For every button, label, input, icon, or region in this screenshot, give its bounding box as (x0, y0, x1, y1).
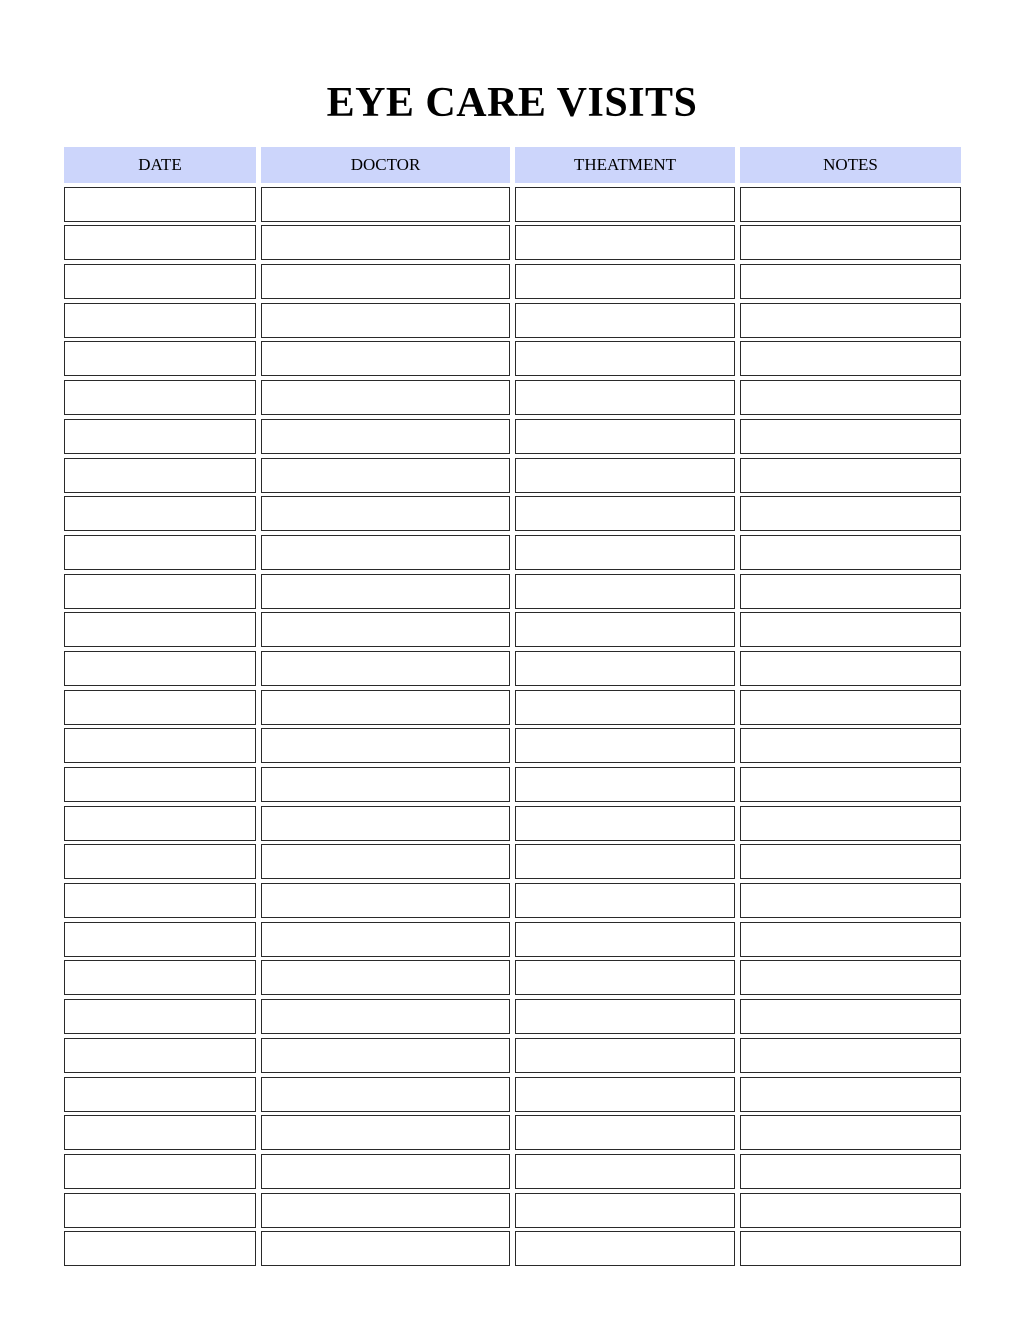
date-cell[interactable] (64, 341, 256, 376)
treatment-cell[interactable] (515, 187, 735, 222)
doctor-cell[interactable] (261, 651, 510, 686)
treatment-cell[interactable] (515, 341, 735, 376)
treatment-cell[interactable] (515, 1077, 735, 1112)
date-cell[interactable] (64, 419, 256, 454)
table-row (64, 883, 961, 918)
notes-cell[interactable] (740, 535, 961, 570)
column-header-treatment: THEATMENT (515, 147, 735, 183)
doctor-cell[interactable] (261, 883, 510, 918)
page-title: EYE CARE VISITS (326, 80, 698, 126)
notes-cell[interactable] (740, 574, 961, 609)
visits-table (64, 147, 961, 1270)
table-row (64, 380, 961, 415)
doctor-cell[interactable] (261, 1038, 510, 1073)
table-row (64, 341, 961, 376)
date-cell[interactable] (64, 922, 256, 957)
treatment-cell[interactable] (515, 767, 735, 802)
notes-cell[interactable] (740, 612, 961, 647)
table-row (64, 728, 961, 763)
date-cell[interactable] (64, 690, 256, 725)
table-row (64, 458, 961, 493)
date-cell[interactable] (64, 574, 256, 609)
notes-cell[interactable] (740, 225, 961, 260)
treatment-cell[interactable] (515, 1231, 735, 1266)
doctor-cell[interactable] (261, 690, 510, 725)
doctor-cell[interactable] (261, 264, 510, 299)
table-row (64, 844, 961, 879)
notes-cell[interactable] (740, 806, 961, 841)
table-row (64, 496, 961, 531)
notes-cell[interactable] (740, 999, 961, 1034)
date-cell[interactable] (64, 806, 256, 841)
notes-cell[interactable] (740, 883, 961, 918)
treatment-cell[interactable] (515, 303, 735, 338)
notes-cell[interactable] (740, 187, 961, 222)
treatment-cell[interactable] (515, 496, 735, 531)
treatment-cell[interactable] (515, 419, 735, 454)
doctor-cell[interactable] (261, 496, 510, 531)
table-row (64, 767, 961, 802)
notes-cell[interactable] (740, 1193, 961, 1228)
table-row (64, 999, 961, 1034)
table-row (64, 187, 961, 222)
notes-cell[interactable] (740, 960, 961, 995)
doctor-cell[interactable] (261, 187, 510, 222)
date-cell[interactable] (64, 767, 256, 802)
notes-cell[interactable] (740, 767, 961, 802)
date-cell[interactable] (64, 651, 256, 686)
notes-cell[interactable] (740, 728, 961, 763)
doctor-cell[interactable] (261, 844, 510, 879)
notes-cell[interactable] (740, 922, 961, 957)
doctor-cell[interactable] (261, 612, 510, 647)
doctor-cell[interactable] (261, 380, 510, 415)
treatment-cell[interactable] (515, 844, 735, 879)
treatment-cell[interactable] (515, 574, 735, 609)
date-cell[interactable] (64, 496, 256, 531)
treatment-cell[interactable] (515, 1115, 735, 1150)
notes-cell[interactable] (740, 341, 961, 376)
doctor-cell[interactable] (261, 1115, 510, 1150)
date-cell[interactable] (64, 264, 256, 299)
table-row (64, 960, 961, 995)
table-row (64, 806, 961, 841)
table-row (64, 922, 961, 957)
date-cell[interactable] (64, 380, 256, 415)
treatment-cell[interactable] (515, 1154, 735, 1189)
doctor-cell[interactable] (261, 458, 510, 493)
date-cell[interactable] (64, 1193, 256, 1228)
table-row (64, 612, 961, 647)
doctor-cell[interactable] (261, 419, 510, 454)
notes-cell[interactable] (740, 419, 961, 454)
notes-cell[interactable] (740, 1115, 961, 1150)
notes-cell[interactable] (740, 1154, 961, 1189)
date-cell[interactable] (64, 999, 256, 1034)
table-row (64, 1077, 961, 1112)
notes-cell[interactable] (740, 1231, 961, 1266)
date-cell[interactable] (64, 960, 256, 995)
treatment-cell[interactable] (515, 728, 735, 763)
treatment-cell[interactable] (515, 612, 735, 647)
treatment-cell[interactable] (515, 690, 735, 725)
doctor-cell[interactable] (261, 728, 510, 763)
notes-cell[interactable] (740, 380, 961, 415)
date-cell[interactable] (64, 1115, 256, 1150)
column-header-doctor: DOCTOR (261, 147, 510, 183)
date-cell[interactable] (64, 1077, 256, 1112)
table-row (64, 535, 961, 570)
notes-cell[interactable] (740, 844, 961, 879)
table-row (64, 1115, 961, 1150)
table-row (64, 225, 961, 260)
table-row (64, 1231, 961, 1266)
notes-cell[interactable] (740, 496, 961, 531)
doctor-cell[interactable] (261, 999, 510, 1034)
notes-cell[interactable] (740, 458, 961, 493)
table-row (64, 303, 961, 338)
table-header-row (64, 147, 961, 183)
doctor-cell[interactable] (261, 535, 510, 570)
treatment-cell[interactable] (515, 651, 735, 686)
treatment-cell[interactable] (515, 922, 735, 957)
notes-cell[interactable] (740, 264, 961, 299)
treatment-cell[interactable] (515, 960, 735, 995)
date-cell[interactable] (64, 458, 256, 493)
doctor-cell[interactable] (261, 922, 510, 957)
treatment-cell[interactable] (515, 535, 735, 570)
doctor-cell[interactable] (261, 1231, 510, 1266)
treatment-cell[interactable] (515, 806, 735, 841)
date-cell[interactable] (64, 303, 256, 338)
notes-cell[interactable] (740, 651, 961, 686)
notes-cell[interactable] (740, 303, 961, 338)
table-row (64, 1154, 961, 1189)
date-cell[interactable] (64, 225, 256, 260)
table-row (64, 264, 961, 299)
doctor-cell[interactable] (261, 303, 510, 338)
notes-cell[interactable] (740, 690, 961, 725)
treatment-cell[interactable] (515, 999, 735, 1034)
doctor-cell[interactable] (261, 960, 510, 995)
date-cell[interactable] (64, 535, 256, 570)
doctor-cell[interactable] (261, 1193, 510, 1228)
treatment-cell[interactable] (515, 264, 735, 299)
date-cell[interactable] (64, 612, 256, 647)
doctor-cell[interactable] (261, 806, 510, 841)
notes-cell[interactable] (740, 1038, 961, 1073)
treatment-cell[interactable] (515, 1193, 735, 1228)
treatment-cell[interactable] (515, 380, 735, 415)
date-cell[interactable] (64, 1231, 256, 1266)
table-row (64, 1193, 961, 1228)
date-cell[interactable] (64, 187, 256, 222)
date-cell[interactable] (64, 844, 256, 879)
doctor-cell[interactable] (261, 1077, 510, 1112)
date-cell[interactable] (64, 1154, 256, 1189)
table-body (64, 187, 961, 1267)
date-cell[interactable] (64, 728, 256, 763)
table-row (64, 574, 961, 609)
treatment-cell[interactable] (515, 458, 735, 493)
date-cell[interactable] (64, 883, 256, 918)
doctor-cell[interactable] (261, 1154, 510, 1189)
table-row (64, 651, 961, 686)
treatment-cell[interactable] (515, 883, 735, 918)
doctor-cell[interactable] (261, 574, 510, 609)
table-row (64, 690, 961, 725)
table-row (64, 1038, 961, 1073)
date-cell[interactable] (64, 1038, 256, 1073)
column-header-date: DATE (64, 147, 256, 183)
doctor-cell[interactable] (261, 341, 510, 376)
doctor-cell[interactable] (261, 225, 510, 260)
column-header-notes: NOTES (740, 147, 961, 183)
treatment-cell[interactable] (515, 1038, 735, 1073)
doctor-cell[interactable] (261, 767, 510, 802)
notes-cell[interactable] (740, 1077, 961, 1112)
table-row (64, 419, 961, 454)
treatment-cell[interactable] (515, 225, 735, 260)
